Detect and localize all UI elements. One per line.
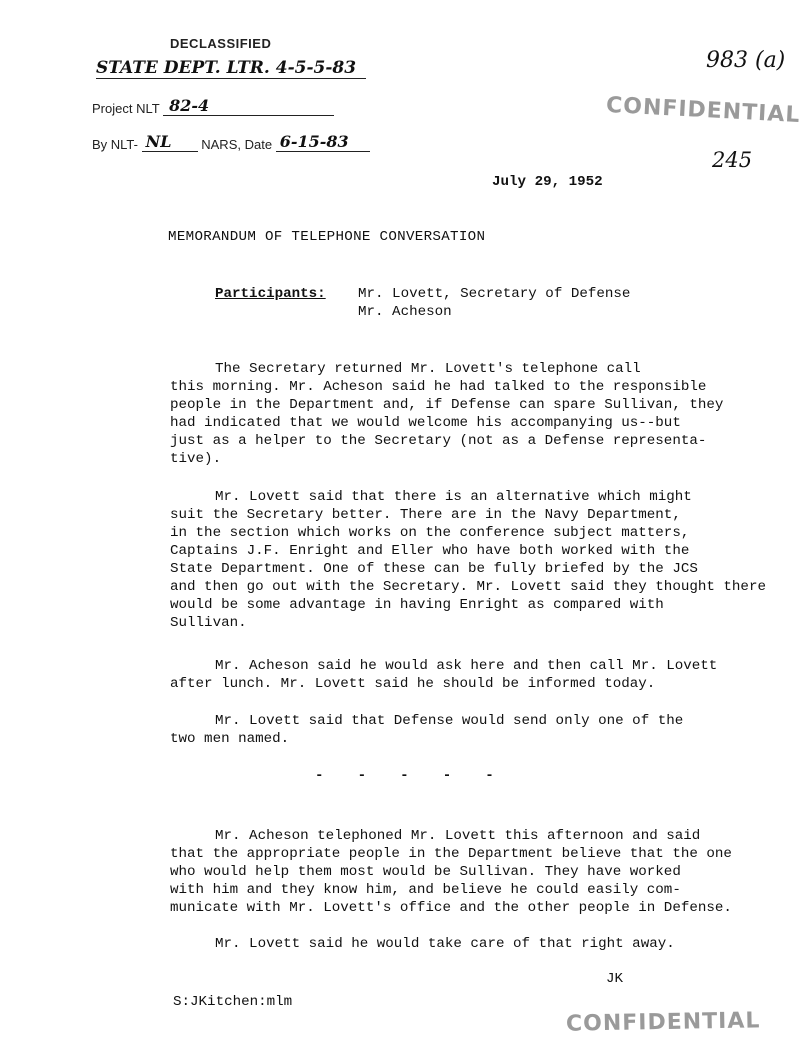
paragraph-line: Mr. Lovett said that there is an alternative which might (215, 489, 692, 505)
paragraph-line: State Department. One of these can be fully briefed by the JCS (170, 561, 698, 577)
paragraph-line: people in the Department and, if Defense can spare Sullivan, they (170, 397, 724, 413)
paragraph-line: municate with Mr. Lovett's office and the other people in Defense. (170, 900, 732, 916)
participant-item: Mr. Acheson (358, 304, 452, 320)
paragraph-line: Mr. Lovett said that Defense would send only one of the (215, 713, 684, 729)
memo-paragraph (170, 488, 770, 632)
paragraph-line: Mr. Acheson telephoned Mr. Lovett this afternoon and said (215, 828, 701, 844)
date-value: 6-15-83 (276, 132, 370, 152)
paragraph-line: would be some advantage in having Enright as compared with (170, 597, 664, 613)
participant-list (358, 285, 630, 321)
paragraph-line: after lunch. Mr. Lovett said he should be informed today. (170, 676, 656, 692)
section-separator: - - - - - (315, 768, 494, 784)
memo-title: MEMORANDUM OF TELEPHONE CONVERSATION (168, 229, 486, 245)
paragraph-line: two men named. (170, 731, 290, 747)
paragraph-line: who would help them most would be Sullivan. They have worked (170, 864, 681, 880)
page-number-annotation: 245 (712, 148, 753, 172)
by-value: NL (142, 132, 198, 152)
paragraph-line: Mr. Lovett said he would take care of that right away. (215, 936, 675, 952)
paragraph-line: The Secretary returned Mr. Lovett's telephone call (215, 361, 641, 377)
project-row (92, 96, 334, 116)
memo-paragraph (170, 827, 770, 917)
paragraph-line: and then go out with the Secretary. Mr. Lovett said they thought there (170, 579, 766, 595)
paragraph-line: with him and they know him, and believe he could easily com- (170, 882, 681, 898)
nars-label: NARS, Date (201, 137, 273, 152)
paragraph-line: that the appropriate people in the Department believe that the one (170, 846, 732, 862)
paragraph-line: Mr. Acheson said he would ask here and then call Mr. Lovett (215, 658, 718, 674)
doc-number-annotation: 983 (a) (706, 48, 786, 73)
participant-item: Mr. Lovett, Secretary of Defense (358, 286, 631, 302)
memo-paragraph (170, 712, 760, 748)
classification-stamp-bottom: CONFIDENTIAL (565, 1008, 761, 1037)
by-row (92, 132, 370, 152)
paragraph-line: Captains J.F. Enright and Eller who have both worked with the (170, 543, 690, 559)
paragraph-line: suit the Secretary better. There are in the Navy Department, (170, 507, 681, 523)
declassified-label: DECLASSIFIED (170, 36, 272, 51)
paragraph-line: had indicated that we would welcome his accompanying us--but (170, 415, 681, 431)
memo-paragraph (170, 935, 760, 953)
paragraph-line: just as a helper to the Secretary (not as a Defense representa- (170, 433, 707, 449)
memo-date: July 29, 1952 (492, 174, 603, 190)
memo-paragraph (170, 657, 760, 693)
authority-handwritten: STATE DEPT. LTR. 4-5-5-83 (96, 58, 366, 79)
by-label: By NLT- (92, 137, 138, 152)
reference-line: S:JKitchen:mlm (173, 994, 293, 1010)
memo-paragraph (170, 360, 760, 468)
paragraph-line: this morning. Mr. Acheson said he had talked to the responsible (170, 379, 707, 395)
paragraph-line: in the section which works on the conference subject matters, (170, 525, 690, 541)
paragraph-line: Sullivan. (170, 615, 247, 631)
participants-label: Participants: (215, 286, 326, 302)
paragraph-line: tive). (170, 451, 222, 467)
project-value: 82-4 (163, 96, 334, 116)
classification-stamp-top: CONFIDENTIAL (605, 92, 801, 129)
project-label: Project NLT (92, 101, 160, 116)
signer-initials: JK (606, 971, 624, 987)
